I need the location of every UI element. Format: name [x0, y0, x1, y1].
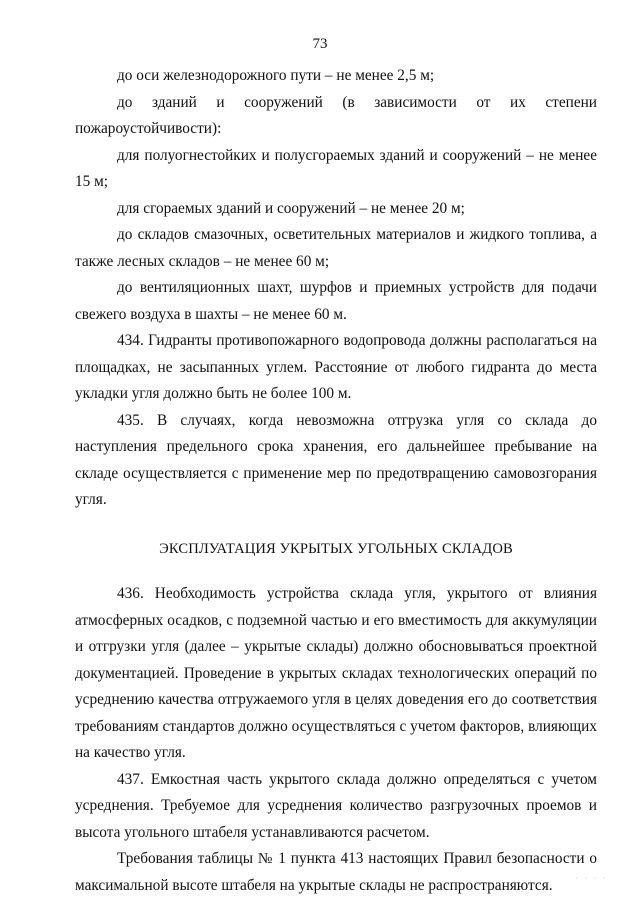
paragraph-435: 435. В случаях, когда невозможна отгрузка угля со склада до наступления предельного срока хранения, его дальнейшее пребывание на складе осуществляется с применение мер по предотвращению самовозгорания угля. [75, 411, 597, 508]
paragraph: до вентиляционных шахт, шурфов и приемных устройств для подачи свежего воздуха в шахты – не менее 60 м. [75, 279, 597, 323]
page-number: 73 [312, 36, 328, 52]
paragraph: для сгораемых зданий и сооружений – не менее 20 м; [117, 199, 465, 217]
paragraph-437: 437. Емкостная часть укрытого склада должно определяться с учетом усреднения. Требуемое для усреднения количество разгрузочных проемов и высота угольного штабеля устанавливаются расчетом. [75, 770, 597, 841]
paragraph: для полуогнестойких и полусгораемых зданий и сооружений – не менее 15 м; [75, 146, 597, 190]
scan-artifact: · · · · [575, 873, 608, 883]
document-body [75, 63, 597, 899]
paragraph-434: 434. Гидранты противопожарного водопровода должны располагаться на площадках, не засыпанных углем. Расстояние от любого гидранта до места укладки угля должно быть не более 100 м. [75, 332, 597, 402]
section-heading: ЭКСПЛУАТАЦИЯ УКРЫТЫХ УГОЛЬНЫХ СКЛАДОВ [159, 540, 513, 557]
paragraph-436: 436. Необходимость устройства склада угля, укрытого от влияния атмосферных осадков, с подземной частью и его вместимость для аккумуляции и отгрузки угля (далее – укрытые склады) должно обосновываться проектной документацией. Проведение в укрытых складах технологических операций по усреднению качества отгружаемого угля в целях доведения его до соответствия требованиям стандартов должно осуществляться с учетом факторов, влияющих на качество угля. [75, 585, 597, 761]
paragraph: до оси железнодорожного пути – не менее 2,5 м; [117, 67, 435, 84]
paragraph: до складов смазочных, осветительных материалов и жидкого топлива, а также лесных складов – не менее 60 м; [75, 226, 597, 270]
paragraph: Требования таблицы № 1 пункта 413 настоящих Правил безопасности о максимальной высоте штабеля на укрытые склады не распространяются. [75, 850, 597, 894]
paragraph: до зданий и сооружений (в зависимости от их степени пожароустойчивости): [75, 93, 597, 137]
